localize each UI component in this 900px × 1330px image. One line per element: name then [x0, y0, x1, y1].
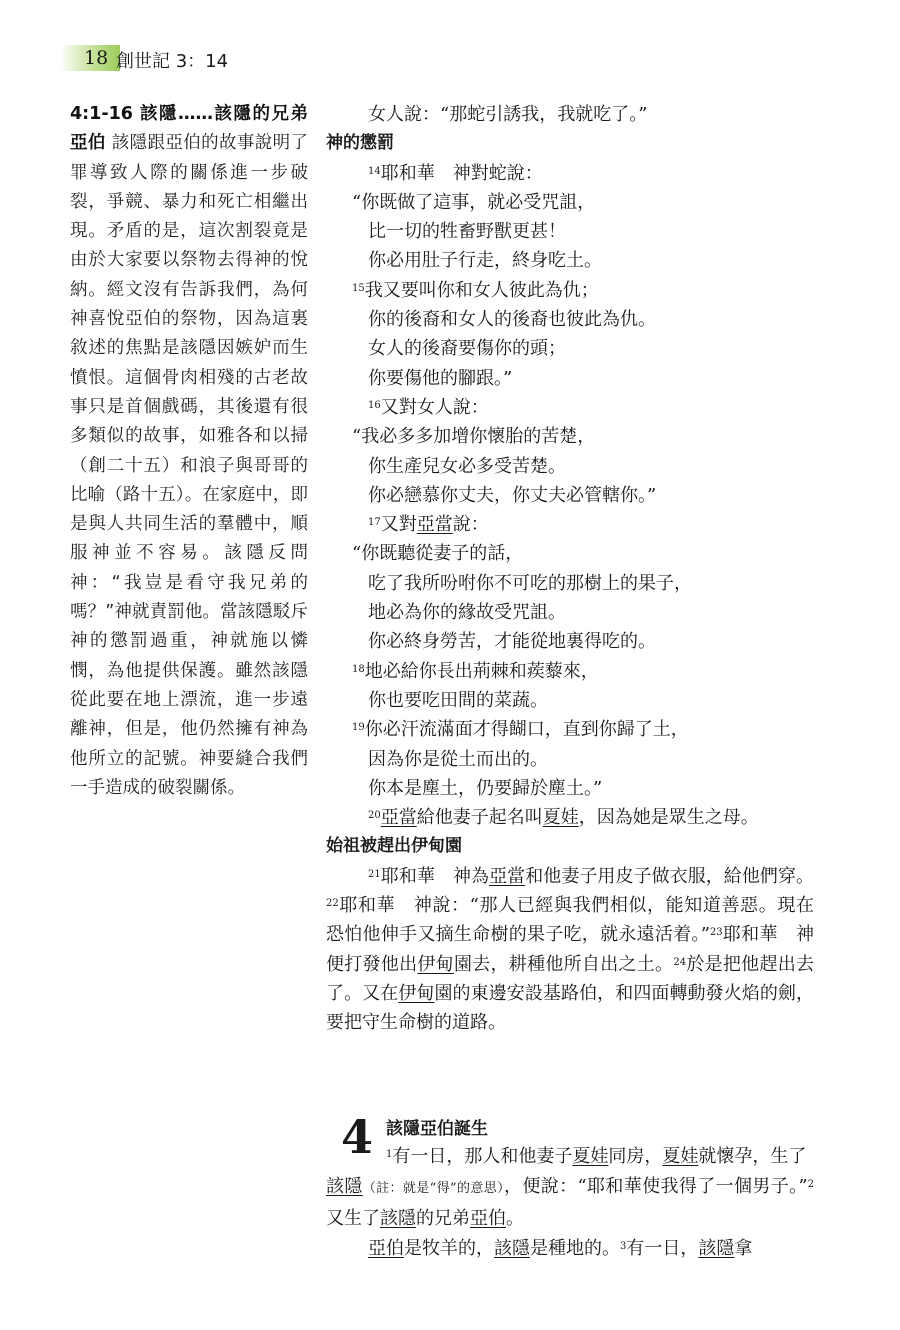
- poem-line: 地必為你的緣故受咒詛。: [368, 602, 566, 624]
- verse-number: 17: [368, 517, 381, 529]
- verse-line: $^{17}$又對亞當說：: [368, 514, 489, 536]
- verse-number: 24: [673, 956, 687, 968]
- proper-name: 該隱: [380, 1208, 416, 1229]
- poem-line: 你必用肚子行走，終身吃土。: [368, 250, 602, 272]
- poem-line: $^{15}$我又要叫你和女人彼此為仇；: [352, 279, 599, 301]
- sidebar-commentary: [70, 100, 308, 803]
- verse-number: 20: [368, 810, 381, 822]
- running-head: 創世記 3：14: [116, 51, 229, 72]
- prose-paragraph: $^{21}$耶和華 神為亞當和他妻子用皮子做衣服，給他們穿。$^{22}$耶和華 神說：“那人已經與我們相似，能知道善惡。現在恐怕他伸手又摘生命樹的果子吃，就永遠活着。”$^{23}$耶和華 神便打發他出伊甸園去，耕種他所自出之土。$^{24}$於是把他趕出去了。又在伊甸園的東邊安設基路伯，和四面轉動發火焰的劍，要把守生命樹的道路。: [326, 865, 815, 1034]
- prose-paragraph: 該隱（註：就是“得”的意思），便說：“耶和華使我得了一個男子。”$^2$又生了該隱的兄弟亞伯。: [326, 1176, 815, 1229]
- section-heading: 神的懲罰: [326, 133, 394, 154]
- poem-line: 比一切的牲畜野獸更甚！: [368, 221, 566, 243]
- poem-line: $^{18}$地必給你長出荊棘和蒺藜來，: [352, 660, 599, 682]
- proper-name: 該隱: [326, 1176, 363, 1197]
- poem-line: 吃了我所吩咐你不可吃的那樹上的果子，: [368, 572, 692, 594]
- prose-paragraph: $^1$有一日，那人和他妻子夏娃同房，夏娃就懷孕，生了: [386, 1146, 807, 1167]
- footnote-inline: （註：就是“得”的意思）: [362, 1181, 504, 1196]
- poem-line: 你也要吃田間的菜蔬。: [368, 689, 548, 711]
- note-body: 該隱跟亞伯的故事說明了罪導致人際的關係進一步破裂，爭競、暴力和死亡相繼出現。矛盾的是，這次割裂竟是由於大家要以祭物去得神的悅納。經文沒有告訴我們，為何神喜悅亞伯的祭物，因為這裏敘述的焦點是該隱因嫉妒而生憤恨。這個骨肉相殘的古老故事只是首個戲碼，其後還有很多類似的故事，如雅各和以掃（創二十五）和浪子與哥哥的比喻（路十五）。在家庭中，即是與人共同生活的羣體中，順服神並不容易。該隱反問神：“我豈是看守我兄弟的嗎？”神就責罰他。當該隱駁斥神的懲罰過重，神就施以憐憫，為他提供保護。雖然該隱從此要在地上漂流，進一步遠離神，但是，他仍然擁有神為他所立的記號。神要縫合我們一手造成的破裂關係。: [70, 133, 309, 798]
- verse-number: 15: [352, 282, 365, 294]
- place-name: 伊甸: [398, 982, 435, 1004]
- poem-line: $^{19}$你必汗流滿面才得餬口，直到你歸了土，: [352, 719, 689, 741]
- chapter-body: [326, 1142, 814, 1264]
- poem-line: “你既聽從妻子的話，: [352, 543, 524, 565]
- page-number: 18: [84, 47, 109, 69]
- place-name: 伊甸: [417, 953, 454, 975]
- verse-number: 21: [368, 868, 381, 880]
- verse-line: 女人說：“那蛇引誘我，我就吃了。”: [368, 104, 648, 125]
- poem-line: 你的後裔和女人的後裔也彼此為仇。: [368, 309, 656, 331]
- proper-name: 該隱: [494, 1238, 530, 1259]
- verse-number: 19: [352, 722, 365, 734]
- scripture-column: [326, 100, 814, 1038]
- poem-line: 你必戀慕你丈夫，你丈夫必管轄你。”: [368, 484, 657, 506]
- proper-name: 亞伯: [470, 1208, 506, 1229]
- proper-name: 亞當: [380, 807, 417, 829]
- section-heading: 該隱亞伯誕生: [386, 1119, 488, 1139]
- poem-line: “我必多多加增你懷胎的苦楚，: [352, 426, 596, 448]
- verse-number: 18: [352, 663, 365, 675]
- note-reference: 4:1-16: [70, 104, 133, 124]
- verse-line: $^{20}$亞當給他妻子起名叫夏娃，因為她是眾生之母。: [368, 807, 759, 829]
- verse-line: $^{14}$耶和華 神對蛇說：: [368, 162, 543, 184]
- verse-number: 22: [326, 898, 339, 910]
- note-title: 該隱……該隱的兄弟亞伯: [70, 104, 308, 154]
- poem-line: 你生產兒女必多受苦楚。: [368, 455, 566, 477]
- proper-name: 夏娃: [572, 1146, 609, 1167]
- proper-name: 亞當: [489, 865, 526, 887]
- verse-number: 23: [709, 927, 723, 939]
- poem-line: 你必終身勞苦，才能從地裏得吃的。: [368, 631, 656, 653]
- verse-line: $^{16}$又對女人說：: [368, 396, 489, 418]
- proper-name: 亞當: [416, 514, 453, 536]
- chapter-number: 4: [341, 1110, 374, 1164]
- verse-number: 16: [368, 399, 381, 411]
- verse-number: 2: [807, 1179, 815, 1190]
- poem-line: 因為你是從土而出的。: [368, 748, 548, 770]
- verse-number: 1: [386, 1149, 393, 1160]
- poem-line: “你既做了這事，就必受咒詛，: [352, 191, 596, 213]
- proper-name: 夏娃: [662, 1146, 699, 1167]
- verse-number: 14: [368, 165, 381, 177]
- proper-name: 亞伯: [368, 1238, 404, 1259]
- proper-name: 夏娃: [542, 807, 579, 829]
- proper-name: 該隱: [698, 1238, 735, 1259]
- poem-line: 女人的後裔要傷你的頭；: [368, 338, 566, 360]
- prose-paragraph: 亞伯是牧羊的，該隱是種地的。$^3$有一日，該隱拿: [368, 1238, 753, 1259]
- poem-line: 你本是塵土，仍要歸於塵土。”: [368, 777, 603, 799]
- poem-line: 你要傷他的腳跟。”: [368, 367, 513, 389]
- verse-number: 3: [620, 1241, 627, 1252]
- section-heading: 始祖被趕出伊甸園: [326, 836, 462, 857]
